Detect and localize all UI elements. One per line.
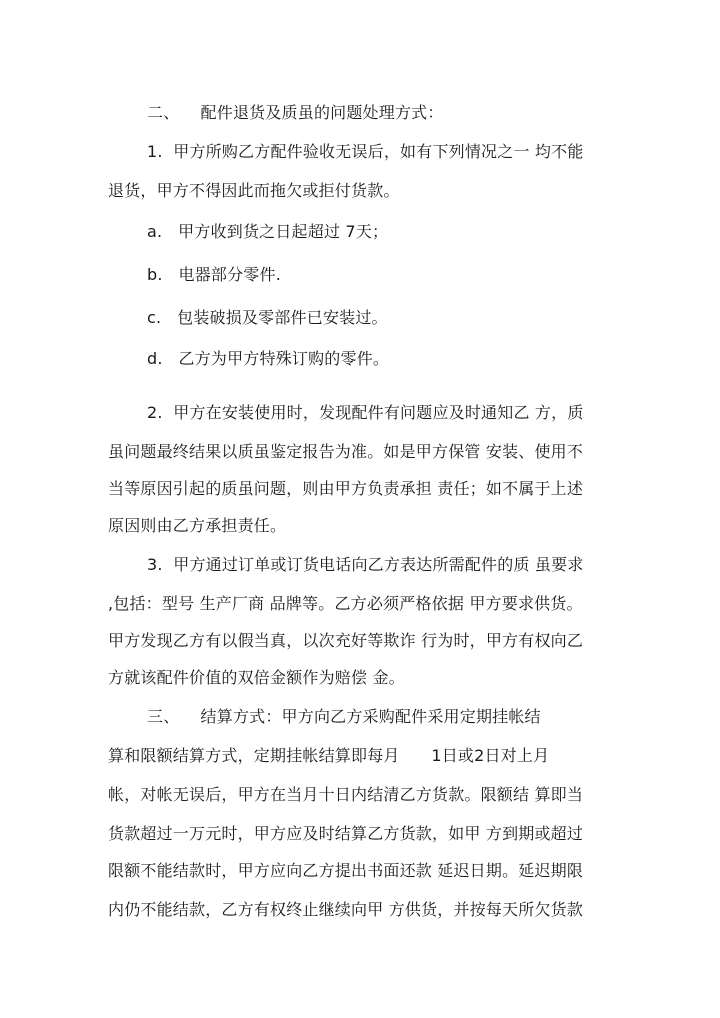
sub-item-a: a. 甲方收到货之日起超过 7天； [147, 222, 389, 241]
item-1-line-1: 1. 甲方所购乙方配件验收无误后，如有下列情况之一 均不能 [147, 142, 584, 161]
sub-item-d: d. 乙方为甲方特殊订购的零件。 [147, 349, 390, 368]
item-2-line-2: 虽问题最终结果以质虽鉴定报告为准。如是甲方保管 安装、使用不 [108, 442, 584, 461]
section-3-line-5: 限额不能结款时，甲方应向乙方提出书面还款 延迟日期。延迟期限 [108, 861, 584, 880]
section-3-line-3: 帐，对帐无误后，甲方在当月十日内结清乙方货款。限额结 算即当 [108, 785, 584, 804]
item-1-line-2: 退货，甲方不得因此而拖欠或拒付货款。 [108, 181, 400, 200]
section-3-line-1: 三、 结算方式：甲方向乙方采购配件采用定期挂帐结 [147, 707, 541, 726]
section-3-line-2: 算和限额结算方式，定期挂帐结算即每月 1日或2日对上月 [108, 746, 550, 765]
item-2-line-1: 2. 甲方在安装使用时，发现配件有问题应及时通知乙 方，质 [147, 403, 584, 422]
item-3-line-4: 方就该配件价值的双倍金额作为赔偿 金。 [108, 668, 405, 687]
section-3-line-6: 内仍不能结款，乙方有权终止继续向甲 方供货，并按每天所欠货款 [108, 900, 584, 919]
sub-item-c: c. 包装破损及零部件已安装过。 [147, 308, 388, 327]
item-3-line-3: 甲方发现乙方有以假当真，以次充好等欺诈 行为时，甲方有权向乙 [108, 631, 584, 650]
item-3-line-1: 3. 甲方通过订单或订货电话向乙方表达所需配件的质 虽要求 [147, 555, 584, 574]
sub-item-b: b. 电器部分零件. [147, 265, 281, 284]
section-2-heading: 二、 配件退货及质虽的问题处理方式： [147, 103, 444, 122]
item-2-line-3: 当等原因引起的质虽问题，则由甲方负责承担 责任；如不属于上述 [108, 479, 584, 498]
item-2-line-4: 原因则由乙方承担责任。 [108, 516, 287, 535]
section-3-line-4: 货款超过一万元时，甲方应及时结算乙方货款，如甲 方到期或超过 [108, 824, 584, 843]
item-3-line-2: ,包括：型号 生产厂商 品牌等。乙方必须严格依据 甲方要求供货。 [108, 594, 583, 613]
